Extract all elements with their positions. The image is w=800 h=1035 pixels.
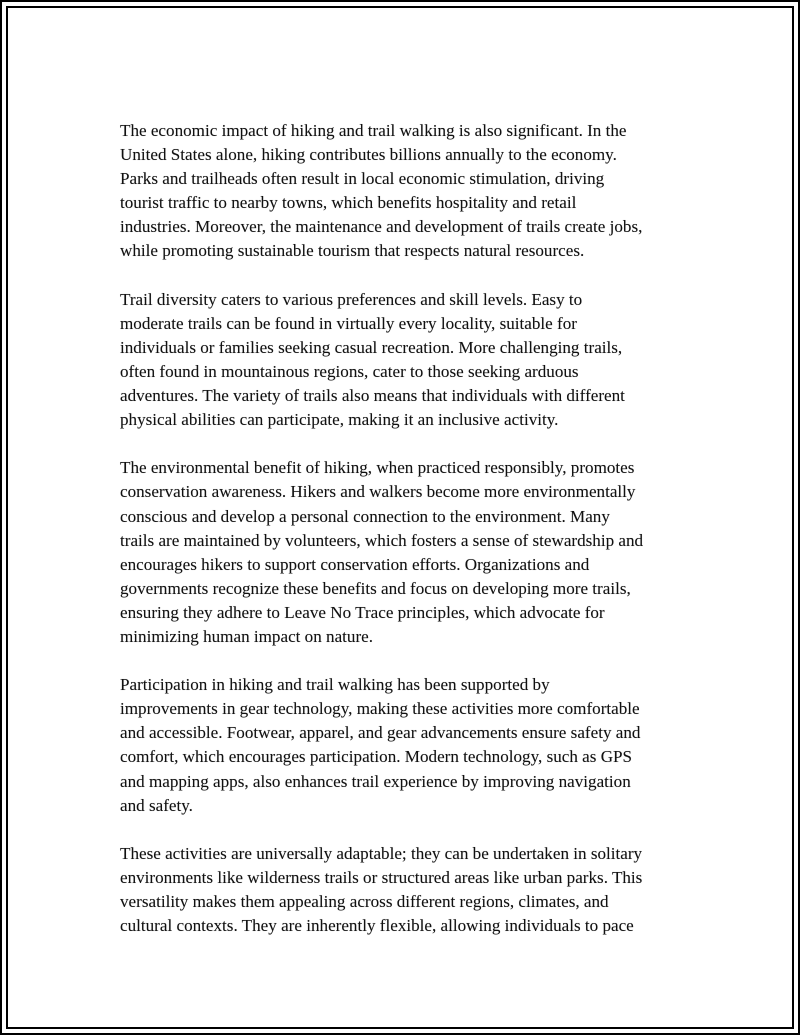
text-line: and safety. bbox=[120, 795, 193, 815]
text-line: The environmental benefit of hiking, when practiced responsibly, promotes bbox=[120, 458, 635, 478]
paragraph-gear-technology bbox=[120, 673, 690, 818]
text-line: United States alone, hiking contributes billions annually to the economy. bbox=[120, 145, 617, 165]
text-line: encourages hikers to support conservation efforts. Organizations and bbox=[120, 554, 590, 574]
text-line: improvements in gear technology, making these activities more comfortable bbox=[120, 699, 640, 719]
text-line: These activities are universally adaptable; they can be undertaken in solitary bbox=[120, 843, 643, 863]
text-line: conservation awareness. Hikers and walkers become more environmentally bbox=[120, 482, 636, 502]
text-line: conscious and develop a personal connection to the environment. Many bbox=[120, 506, 610, 526]
text-line: Parks and trailheads often result in local economic stimulation, driving bbox=[120, 169, 605, 189]
text-line: Trail diversity caters to various preferences and skill levels. Easy to bbox=[120, 289, 583, 309]
text-line: while promoting sustainable tourism that respects natural resources. bbox=[120, 241, 585, 261]
text-line: physical abilities can participate, making it an inclusive activity. bbox=[120, 410, 559, 430]
text-line: ensuring they adhere to Leave No Trace principles, which advocate for bbox=[120, 602, 605, 622]
text-line: moderate trails can be found in virtually every locality, suitable for bbox=[120, 313, 577, 333]
paragraph-environmental-benefit bbox=[120, 456, 690, 649]
text-line: individuals or families seeking casual recreation. More challenging trails, bbox=[120, 337, 623, 357]
text-line: and mapping apps, also enhances trail experience by improving navigation bbox=[120, 771, 631, 791]
text-line: Participation in hiking and trail walking has been supported by bbox=[120, 675, 550, 695]
text-line: tourist traffic to nearby towns, which benefits hospitality and retail bbox=[120, 193, 577, 213]
text-line: versatility makes them appealing across different regions, climates, and bbox=[120, 892, 609, 911]
text-line: minimizing human impact on nature. bbox=[120, 626, 374, 646]
paragraph-economic-impact bbox=[120, 119, 690, 264]
text-line: environments like wilderness trails or structured areas like urban parks. This bbox=[120, 867, 643, 887]
text-line: The economic impact of hiking and trail walking is also significant. In the bbox=[120, 121, 627, 140]
paragraph-trail-diversity bbox=[120, 288, 690, 433]
text-line: governments recognize these benefits and focus on developing more trails, bbox=[120, 578, 631, 598]
text-line: adventures. The variety of trails also means that individuals with different bbox=[120, 386, 625, 406]
text-line: industries. Moreover, the maintenance and development of trails create jobs, bbox=[120, 217, 643, 237]
text-line: trails are maintained by volunteers, which fosters a sense of stewardship and bbox=[120, 530, 644, 550]
text-line: cultural contexts. They are inherently flexible, allowing individuals to pace bbox=[120, 916, 634, 936]
document-body bbox=[120, 119, 690, 962]
paragraph-adaptability bbox=[120, 842, 690, 938]
text-line: comfort, which encourages participation. Modern technology, such as GPS bbox=[120, 747, 633, 767]
text-line: and accessible. Footwear, apparel, and gear advancements ensure safety and bbox=[120, 723, 641, 743]
text-line: often found in mountainous regions, cater to those seeking arduous bbox=[120, 361, 579, 381]
